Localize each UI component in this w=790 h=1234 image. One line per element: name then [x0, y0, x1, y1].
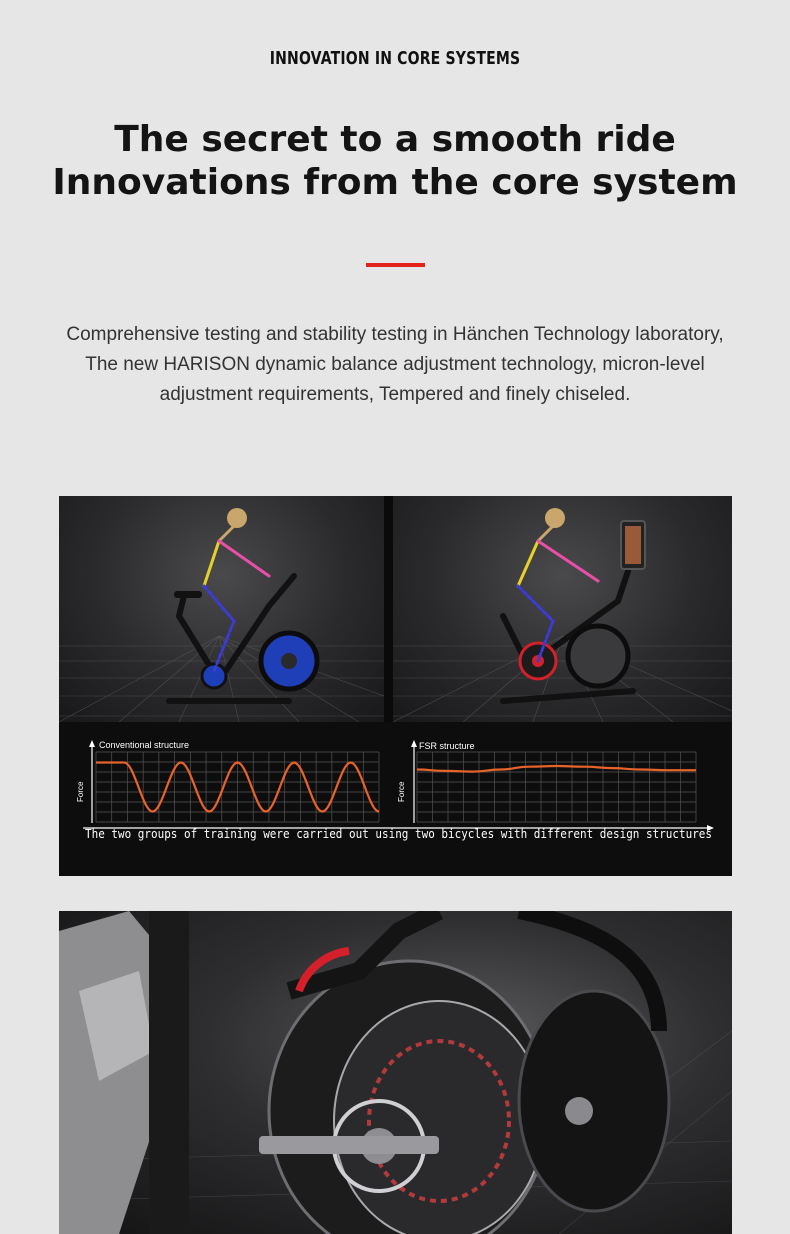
- conventional-bike-scene: [59, 496, 384, 722]
- accent-divider: [366, 263, 425, 267]
- fsr-bike-scene: [393, 496, 732, 722]
- page-title: [0, 118, 790, 204]
- comparison-caption: The two groups of training were carried out using two bicycles with different design structures: [85, 826, 712, 841]
- left-y-axis-label: Force: [76, 781, 85, 802]
- description-line-3: adjustment requirements, Tempered and finely chiseled.: [159, 384, 631, 405]
- conventional-chart-title: Conventional structure: [99, 740, 190, 750]
- right-y-axis-label: Force: [397, 781, 406, 802]
- description-paragraph: [40, 320, 750, 410]
- headline-line-2: Innovations from the core system: [52, 162, 738, 203]
- description-line-2: The new HARISON dynamic balance adjustment technology, micron-level: [85, 354, 705, 375]
- headline-line-1: The secret to a smooth ride: [114, 119, 676, 160]
- section-eyebrow: INNOVATION IN CORE SYSTEMS: [269, 48, 521, 69]
- fsr-chart-title: FSR structure: [419, 741, 475, 751]
- flywheel-closeup-image: [59, 911, 732, 1234]
- force-charts-svg: [59, 722, 732, 876]
- force-comparison-charts: [59, 722, 732, 876]
- description-line-1: Comprehensive testing and stability testing in Hänchen Technology laboratory,: [66, 324, 724, 345]
- scene-divider: [384, 496, 393, 722]
- comparison-image-panel: [59, 496, 732, 876]
